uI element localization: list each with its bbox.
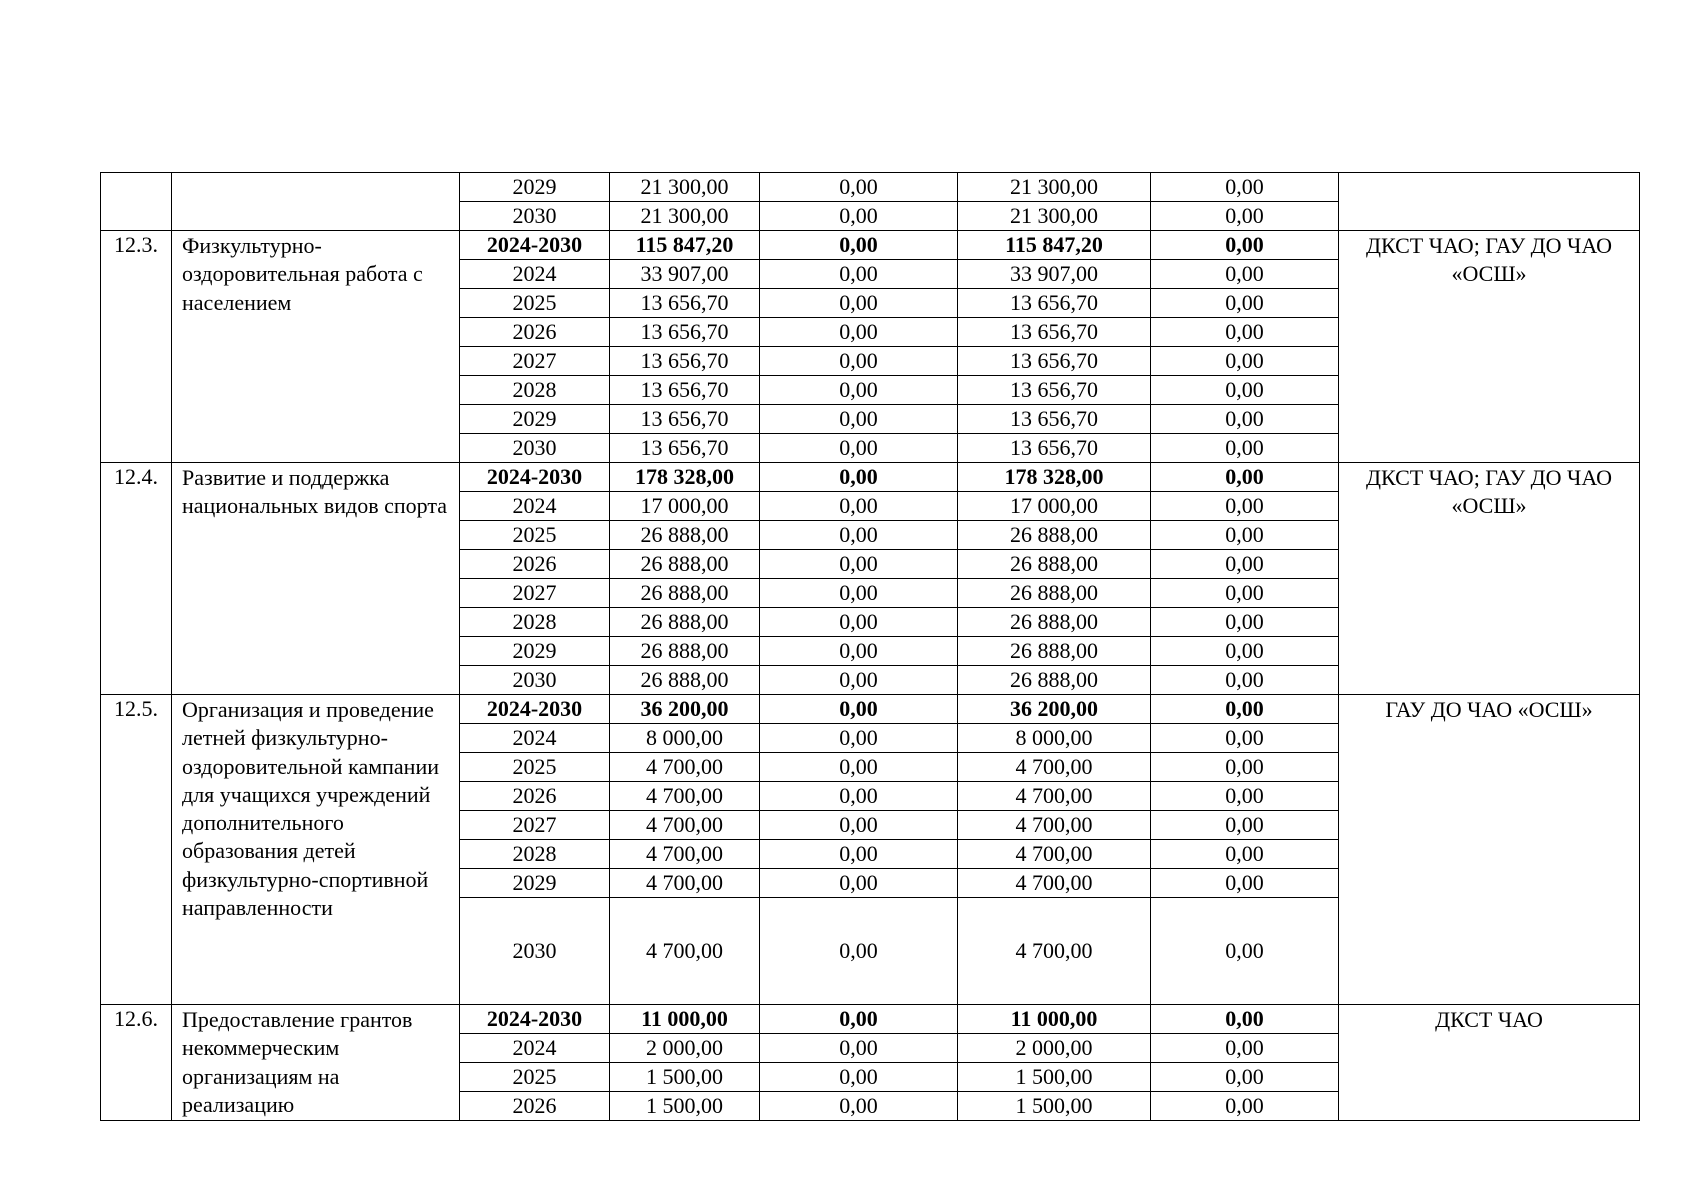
federal-budget-cell: 0,00 — [760, 347, 958, 376]
year-cell: 2025 — [460, 1063, 610, 1092]
federal-budget-cell: 0,00 — [760, 1063, 958, 1092]
year-cell: 2030 — [460, 666, 610, 695]
other-sources-cell: 0,00 — [1151, 434, 1339, 463]
federal-budget-cell: 0,00 — [760, 260, 958, 289]
federal-budget-cell: 0,00 — [760, 405, 958, 434]
year-cell: 2029 — [460, 405, 610, 434]
total-cell: 8 000,00 — [610, 724, 760, 753]
executor-cell: ДКСТ ЧАО — [1339, 1005, 1640, 1121]
year-cell: 2026 — [460, 1092, 610, 1121]
year-cell: 2024-2030 — [460, 695, 610, 724]
total-cell: 2 000,00 — [610, 1034, 760, 1063]
total-cell: 33 907,00 — [610, 260, 760, 289]
section-total-row — [101, 463, 1640, 492]
total-cell: 4 700,00 — [610, 811, 760, 840]
item-number-cell: 12.4. — [101, 463, 172, 695]
total-cell: 178 328,00 — [610, 463, 760, 492]
total-cell: 36 200,00 — [610, 695, 760, 724]
federal-budget-cell: 0,00 — [760, 840, 958, 869]
other-sources-cell: 0,00 — [1151, 231, 1339, 260]
year-cell: 2030 — [460, 202, 610, 231]
item-number-cell: 12.3. — [101, 231, 172, 463]
regional-budget-cell: 13 656,70 — [958, 434, 1151, 463]
year-cell: 2024 — [460, 724, 610, 753]
total-cell: 26 888,00 — [610, 637, 760, 666]
year-cell: 2027 — [460, 579, 610, 608]
year-cell: 2028 — [460, 608, 610, 637]
regional-budget-cell: 26 888,00 — [958, 608, 1151, 637]
year-cell: 2028 — [460, 840, 610, 869]
item-name-cell — [172, 173, 460, 231]
other-sources-cell: 0,00 — [1151, 579, 1339, 608]
federal-budget-cell: 0,00 — [760, 550, 958, 579]
regional-budget-cell: 115 847,20 — [958, 231, 1151, 260]
total-cell: 1 500,00 — [610, 1063, 760, 1092]
federal-budget-cell: 0,00 — [760, 492, 958, 521]
total-cell: 13 656,70 — [610, 318, 760, 347]
regional-budget-cell: 26 888,00 — [958, 637, 1151, 666]
federal-budget-cell: 0,00 — [760, 753, 958, 782]
regional-budget-cell: 13 656,70 — [958, 376, 1151, 405]
federal-budget-cell: 0,00 — [760, 811, 958, 840]
total-cell: 11 000,00 — [610, 1005, 760, 1034]
federal-budget-cell: 0,00 — [760, 173, 958, 202]
federal-budget-cell: 0,00 — [760, 1092, 958, 1121]
federal-budget-cell: 0,00 — [760, 869, 958, 898]
regional-budget-cell: 13 656,70 — [958, 318, 1151, 347]
other-sources-cell: 0,00 — [1151, 637, 1339, 666]
regional-budget-cell: 26 888,00 — [958, 521, 1151, 550]
year-cell: 2025 — [460, 521, 610, 550]
item-number-cell: 12.5. — [101, 695, 172, 1005]
year-cell: 2025 — [460, 289, 610, 318]
section-total-row — [101, 1005, 1640, 1034]
item-name-cell: Организация и проведение летней физкультурно-оздоровительной кампании для учащихся учреждений дополнительного образования детей физкультурно-спортивной направленности — [172, 695, 460, 1005]
other-sources-cell: 0,00 — [1151, 405, 1339, 434]
other-sources-cell: 0,00 — [1151, 811, 1339, 840]
executor-cell: ДКСТ ЧАО; ГАУ ДО ЧАО «ОСШ» — [1339, 231, 1640, 463]
executor-cell: ДКСТ ЧАО; ГАУ ДО ЧАО «ОСШ» — [1339, 463, 1640, 695]
total-cell: 4 700,00 — [610, 782, 760, 811]
other-sources-cell: 0,00 — [1151, 289, 1339, 318]
table-row — [101, 173, 1640, 202]
total-cell: 4 700,00 — [610, 840, 760, 869]
item-number-cell: 12.6. — [101, 1005, 172, 1121]
federal-budget-cell: 0,00 — [760, 231, 958, 260]
other-sources-cell: 0,00 — [1151, 1005, 1339, 1034]
year-cell: 2024 — [460, 260, 610, 289]
other-sources-cell: 0,00 — [1151, 376, 1339, 405]
regional-budget-cell: 26 888,00 — [958, 579, 1151, 608]
federal-budget-cell: 0,00 — [760, 289, 958, 318]
federal-budget-cell: 0,00 — [760, 434, 958, 463]
year-cell: 2029 — [460, 173, 610, 202]
regional-budget-cell: 4 700,00 — [958, 782, 1151, 811]
year-cell: 2028 — [460, 376, 610, 405]
other-sources-cell: 0,00 — [1151, 347, 1339, 376]
year-cell: 2029 — [460, 637, 610, 666]
total-cell: 17 000,00 — [610, 492, 760, 521]
regional-budget-cell: 11 000,00 — [958, 1005, 1151, 1034]
federal-budget-cell: 0,00 — [760, 579, 958, 608]
other-sources-cell: 0,00 — [1151, 550, 1339, 579]
regional-budget-cell: 21 300,00 — [958, 173, 1151, 202]
item-number-cell — [101, 173, 172, 231]
regional-budget-cell: 178 328,00 — [958, 463, 1151, 492]
other-sources-cell: 0,00 — [1151, 1092, 1339, 1121]
federal-budget-cell: 0,00 — [760, 782, 958, 811]
other-sources-cell: 0,00 — [1151, 869, 1339, 898]
year-cell: 2027 — [460, 347, 610, 376]
item-name-cell: Развитие и поддержка национальных видов спорта — [172, 463, 460, 695]
federal-budget-cell: 0,00 — [760, 1005, 958, 1034]
other-sources-cell: 0,00 — [1151, 666, 1339, 695]
regional-budget-cell: 13 656,70 — [958, 405, 1151, 434]
total-cell: 13 656,70 — [610, 405, 760, 434]
regional-budget-cell: 13 656,70 — [958, 289, 1151, 318]
other-sources-cell: 0,00 — [1151, 782, 1339, 811]
year-cell: 2024-2030 — [460, 463, 610, 492]
year-cell: 2024-2030 — [460, 231, 610, 260]
total-cell: 21 300,00 — [610, 173, 760, 202]
other-sources-cell: 0,00 — [1151, 521, 1339, 550]
total-cell: 4 700,00 — [610, 869, 760, 898]
total-cell: 13 656,70 — [610, 347, 760, 376]
federal-budget-cell: 0,00 — [760, 898, 958, 1005]
executor-cell — [1339, 173, 1640, 231]
section-total-row — [101, 695, 1640, 724]
other-sources-cell: 0,00 — [1151, 724, 1339, 753]
total-cell: 13 656,70 — [610, 289, 760, 318]
executor-cell: ГАУ ДО ЧАО «ОСШ» — [1339, 695, 1640, 1005]
total-cell: 13 656,70 — [610, 434, 760, 463]
total-cell: 115 847,20 — [610, 231, 760, 260]
other-sources-cell: 0,00 — [1151, 173, 1339, 202]
other-sources-cell: 0,00 — [1151, 463, 1339, 492]
item-name-cell: Предоставление грантов некоммерческим организациям на реализацию — [172, 1005, 460, 1121]
federal-budget-cell: 0,00 — [760, 1034, 958, 1063]
regional-budget-cell: 1 500,00 — [958, 1063, 1151, 1092]
federal-budget-cell: 0,00 — [760, 463, 958, 492]
other-sources-cell: 0,00 — [1151, 260, 1339, 289]
year-cell: 2026 — [460, 782, 610, 811]
total-cell: 13 656,70 — [610, 376, 760, 405]
regional-budget-cell: 4 700,00 — [958, 898, 1151, 1005]
regional-budget-cell: 21 300,00 — [958, 202, 1151, 231]
total-cell: 26 888,00 — [610, 521, 760, 550]
other-sources-cell: 0,00 — [1151, 202, 1339, 231]
federal-budget-cell: 0,00 — [760, 695, 958, 724]
regional-budget-cell: 17 000,00 — [958, 492, 1151, 521]
regional-budget-cell: 4 700,00 — [958, 840, 1151, 869]
item-name-cell: Физкультурно-оздоровительная работа с населением — [172, 231, 460, 463]
regional-budget-cell: 2 000,00 — [958, 1034, 1151, 1063]
total-cell: 26 888,00 — [610, 579, 760, 608]
total-cell: 26 888,00 — [610, 608, 760, 637]
federal-budget-cell: 0,00 — [760, 318, 958, 347]
federal-budget-cell: 0,00 — [760, 637, 958, 666]
regional-budget-cell: 13 656,70 — [958, 347, 1151, 376]
regional-budget-cell: 33 907,00 — [958, 260, 1151, 289]
year-cell: 2024 — [460, 1034, 610, 1063]
total-cell: 26 888,00 — [610, 666, 760, 695]
other-sources-cell: 0,00 — [1151, 318, 1339, 347]
year-cell: 2026 — [460, 318, 610, 347]
other-sources-cell: 0,00 — [1151, 898, 1339, 1005]
total-cell: 1 500,00 — [610, 1092, 760, 1121]
regional-budget-cell: 4 700,00 — [958, 753, 1151, 782]
total-cell: 26 888,00 — [610, 550, 760, 579]
other-sources-cell: 0,00 — [1151, 1063, 1339, 1092]
year-cell: 2030 — [460, 898, 610, 1005]
regional-budget-cell: 1 500,00 — [958, 1092, 1151, 1121]
federal-budget-cell: 0,00 — [760, 376, 958, 405]
year-cell: 2030 — [460, 434, 610, 463]
other-sources-cell: 0,00 — [1151, 840, 1339, 869]
other-sources-cell: 0,00 — [1151, 695, 1339, 724]
budget-table — [100, 172, 1640, 1121]
regional-budget-cell: 4 700,00 — [958, 811, 1151, 840]
other-sources-cell: 0,00 — [1151, 753, 1339, 782]
total-cell: 4 700,00 — [610, 898, 760, 1005]
year-cell: 2024-2030 — [460, 1005, 610, 1034]
section-total-row — [101, 231, 1640, 260]
total-cell: 4 700,00 — [610, 753, 760, 782]
regional-budget-cell: 36 200,00 — [958, 695, 1151, 724]
other-sources-cell: 0,00 — [1151, 608, 1339, 637]
year-cell: 2026 — [460, 550, 610, 579]
year-cell: 2024 — [460, 492, 610, 521]
federal-budget-cell: 0,00 — [760, 608, 958, 637]
federal-budget-cell: 0,00 — [760, 666, 958, 695]
regional-budget-cell: 26 888,00 — [958, 550, 1151, 579]
regional-budget-cell: 8 000,00 — [958, 724, 1151, 753]
other-sources-cell: 0,00 — [1151, 1034, 1339, 1063]
year-cell: 2029 — [460, 869, 610, 898]
year-cell: 2027 — [460, 811, 610, 840]
total-cell: 21 300,00 — [610, 202, 760, 231]
federal-budget-cell: 0,00 — [760, 521, 958, 550]
other-sources-cell: 0,00 — [1151, 492, 1339, 521]
year-cell: 2025 — [460, 753, 610, 782]
regional-budget-cell: 26 888,00 — [958, 666, 1151, 695]
regional-budget-cell: 4 700,00 — [958, 869, 1151, 898]
federal-budget-cell: 0,00 — [760, 724, 958, 753]
federal-budget-cell: 0,00 — [760, 202, 958, 231]
